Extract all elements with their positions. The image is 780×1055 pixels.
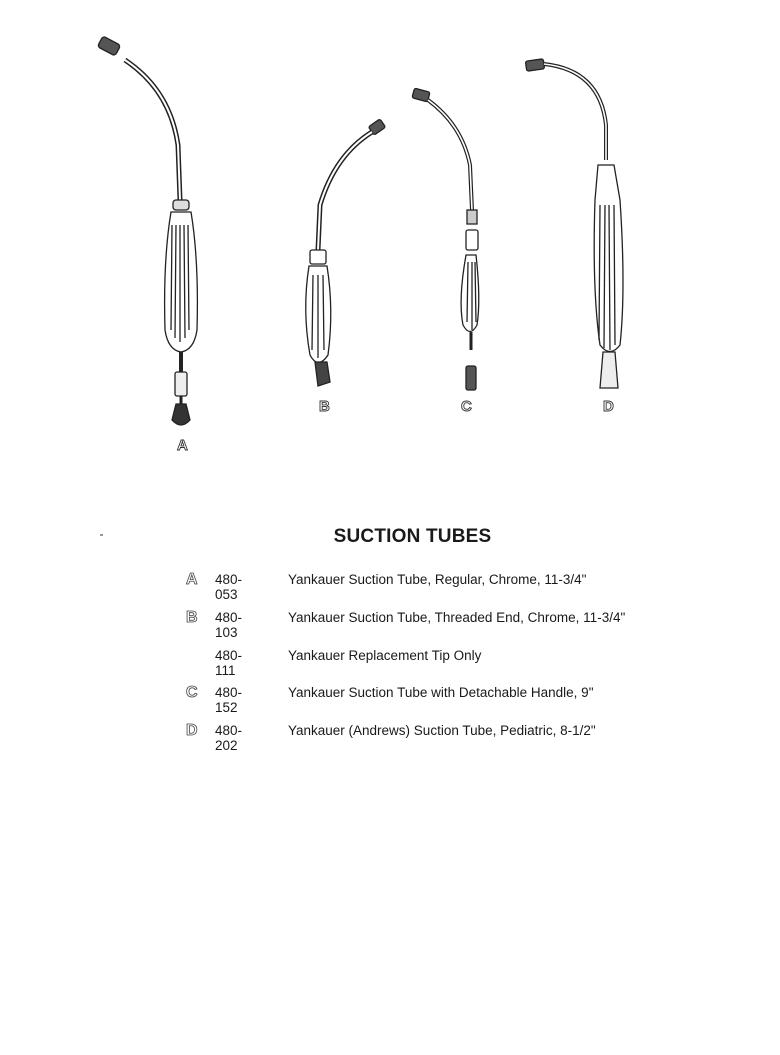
label-d: D [603,398,614,415]
label-c: C [461,398,472,415]
item-letter: B [186,609,198,626]
instrument-a [97,36,197,425]
item-code: 480-053 [215,572,243,602]
item-code: 480-202 [215,723,243,753]
item-description: Yankauer Replacement Tip Only [288,648,482,663]
item-letter: A [186,571,198,588]
item-code: 480-152 [215,685,243,715]
item-description: Yankauer Suction Tube, Threaded End, Chrome, 11-3/4" [288,610,626,625]
instrument-b [306,119,386,386]
instrument-d [525,59,623,388]
page-title: SUCTION TUBES [333,526,492,547]
item-description: Yankauer Suction Tube with Detachable Handle, 9" [288,685,594,700]
item-letter: C [186,684,198,701]
item-description: Yankauer Suction Tube, Regular, Chrome, 11-3/4" [288,572,587,587]
item-letter: D [186,722,198,739]
instrument-c [412,88,479,390]
instrument-illustrations [0,0,780,470]
item-code: 480-111 [215,648,243,678]
label-b: B [319,398,330,415]
item-description: Yankauer (Andrews) Suction Tube, Pediatric, 8-1/2" [288,723,596,738]
label-a: A [177,437,188,454]
item-code: 480-103 [215,610,243,640]
